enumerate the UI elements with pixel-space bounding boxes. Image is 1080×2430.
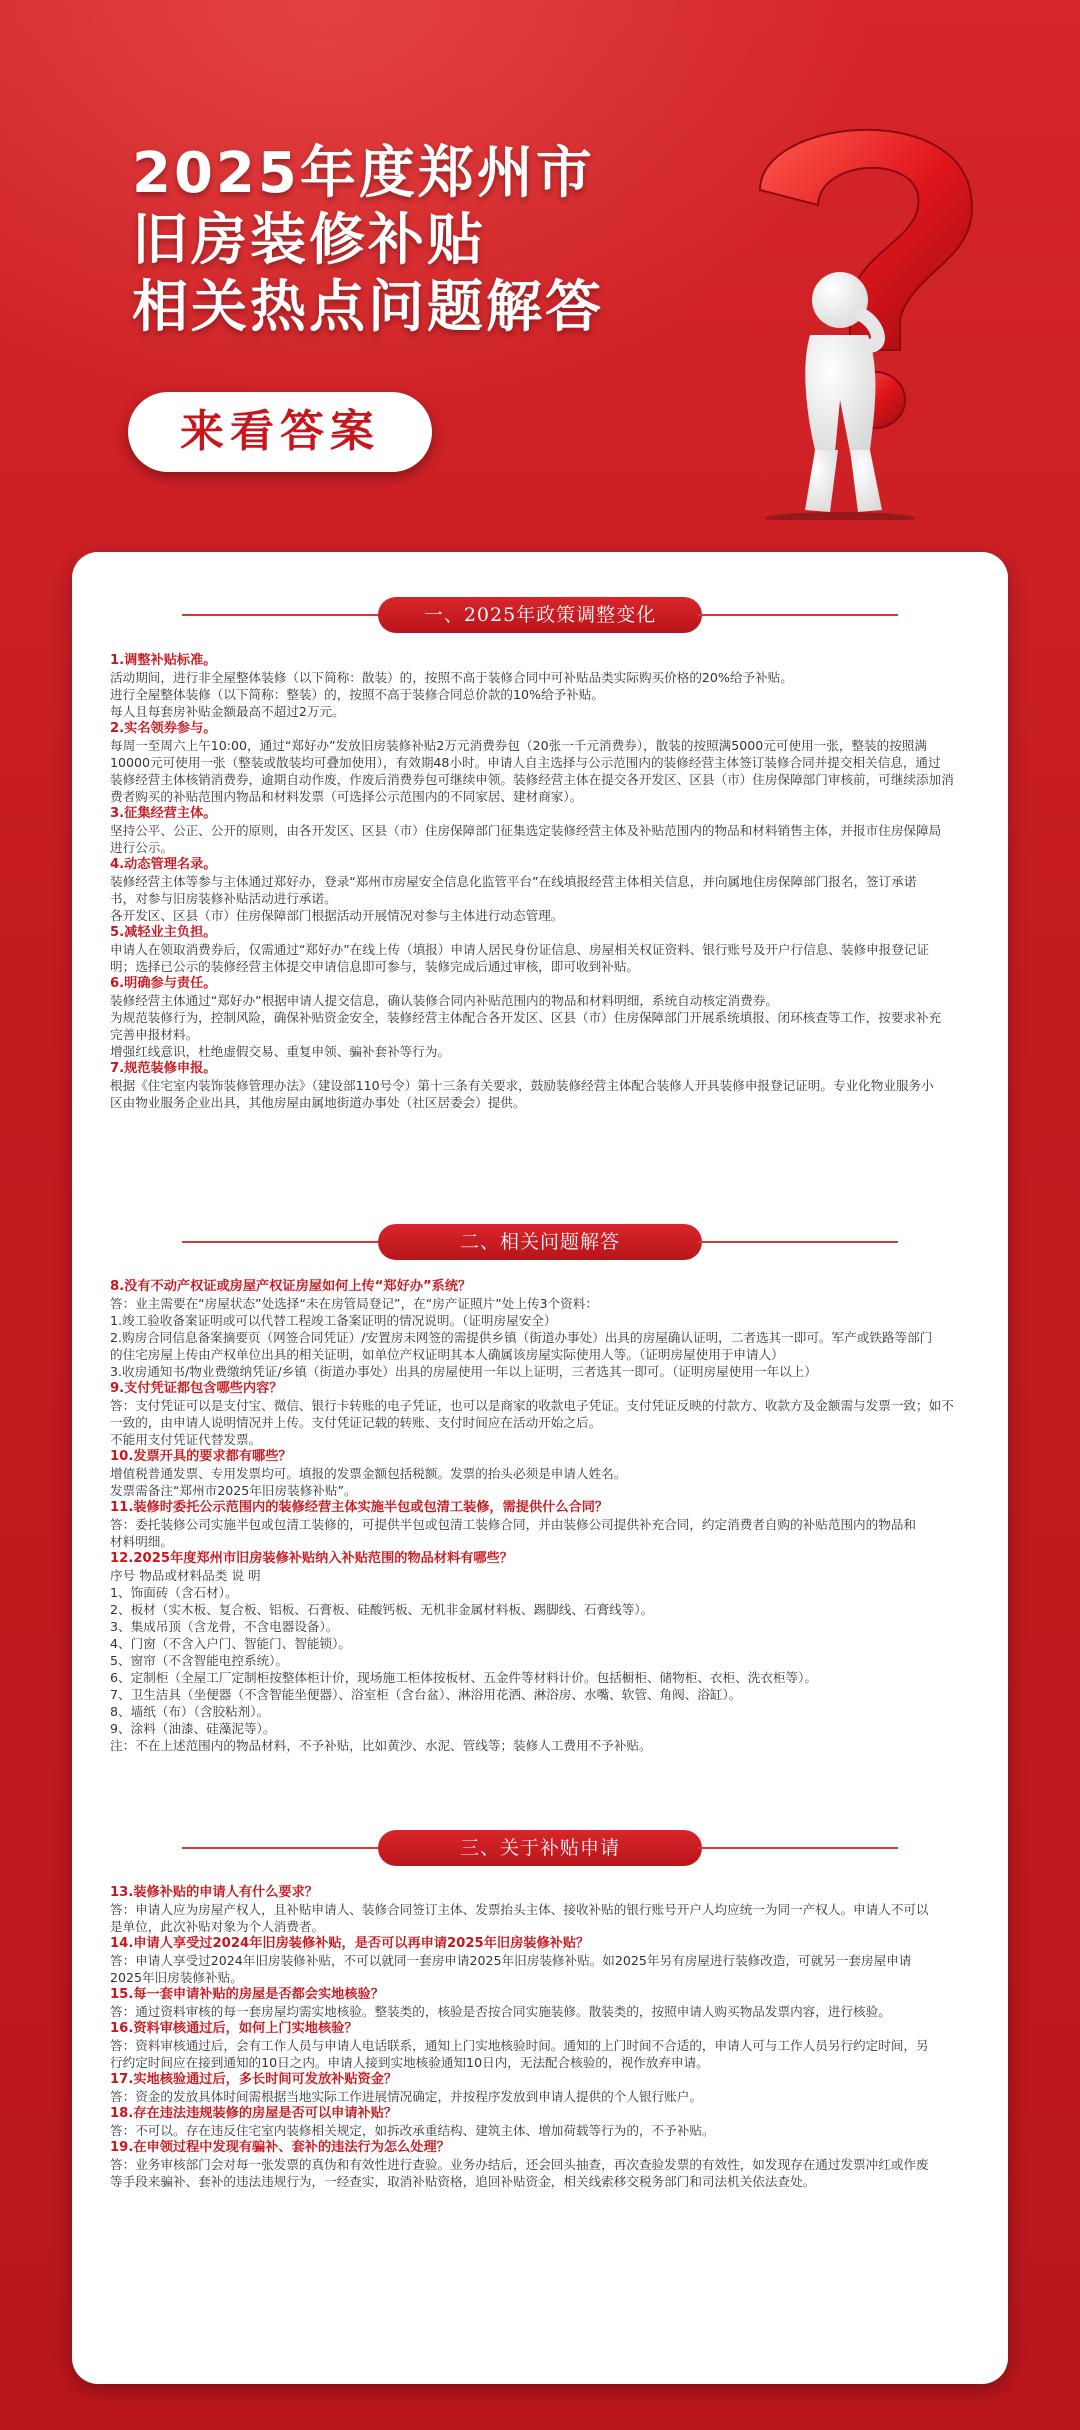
- paragraph-line: 9、涂料（油漆、硅藻泥等）。: [110, 1721, 276, 1736]
- paragraph-line: 3.收房通知书/物业费缴纳凭证/乡镇（街道办事处）出具的房屋使用一年以上证明，三者选其一即可。（证明房屋使用一年以上）: [110, 1364, 817, 1379]
- paragraph-line: 区由物业服务企业出具，其他房屋由属地街道办事处（社区居委会）提供。: [110, 1095, 526, 1110]
- question-heading: 11.装修时委托公示范围内的装修经营主体实施半包或包清工装修，需提供什么合同？: [110, 1500, 609, 1515]
- paragraph-line: 发票需备注“郑州市2025年旧房装修补贴”。: [110, 1483, 357, 1498]
- question-heading: 6.明确参与责任。: [110, 976, 217, 991]
- question-heading: 7.规范装修申报。: [110, 1061, 217, 1076]
- section-title-1: 一、2025年政策调整变化: [378, 597, 702, 633]
- divider: [698, 1241, 898, 1243]
- paragraph-line: 答：申请人应为房屋产权人，且补贴申请人、装修合同签订主体、发票抬头主体、接收补贴的银行账号开户人均应统一为同一产权人。申请人不可以: [110, 1902, 929, 1917]
- paragraph-line: 1、饰面砖（含石材）。: [110, 1585, 238, 1600]
- question-heading: 14.申请人享受过2024年旧房装修补贴，是否可以再申请2025年旧房装修补贴？: [110, 1936, 590, 1951]
- question-heading: 18.存在违法违规装修的房屋是否可以申请补贴？: [110, 2106, 398, 2121]
- section-title-2: 二、相关问题解答: [378, 1224, 702, 1260]
- section-header-3: [72, 1830, 1008, 1866]
- paragraph-line: 进行全屋整体装修（以下简称：整装）的，按照不高于装修合同总价款的10%给予补贴。: [110, 687, 604, 702]
- section-header-1: [72, 597, 1008, 633]
- question-heading: 2.实名领券参与。: [110, 721, 217, 736]
- hero-title-line-1: 2025年度郑州市: [132, 141, 595, 206]
- paragraph-line: 增强红线意识，杜绝虚假交易、重复申领、骗补套补等行为。: [110, 1044, 451, 1059]
- paragraph-line: 答：不可以。存在违反住宅室内装修相关规定，如拆改承重结构、建筑主体、增加荷载等行为的，不予补贴。: [110, 2123, 715, 2138]
- hero-title: [132, 140, 692, 341]
- paragraph-line: 注：不在上述范围内的物品材料，不予补贴，比如黄沙、水泥、管线等；装修人工费用不予补贴。: [110, 1738, 652, 1753]
- paragraph-line: 1.竣工验收备案证明或可以代替工程竣工备案证明的情况说明。（证明房屋安全）: [110, 1313, 557, 1328]
- paragraph-line: 8、墙纸（布）（含胶粘剂）。: [110, 1704, 270, 1719]
- see-answers-button[interactable]: 来看答案: [128, 392, 432, 472]
- divider: [182, 1241, 382, 1243]
- paragraph-line: 不能用支付凭证代替发票。: [110, 1432, 262, 1447]
- section-body-3: [110, 1884, 972, 2190]
- paragraph-line: 根据《住宅室内装饰装修管理办法》（建设部110号令）第十三条有关要求，鼓励装修经营主体配合装修人开具装修申报登记证明。专业化物业服务小: [110, 1078, 934, 1093]
- paragraph-line: 申请人在领取消费券后，仅需通过“郑好办”在线上传（填报）申请人居民身份证信息、房屋相关权证资料、银行账号及开户行信息、装修申报登记证: [110, 942, 930, 957]
- divider: [182, 614, 382, 616]
- question-heading: 4.动态管理名录。: [110, 857, 217, 872]
- paragraph-line: 的住宅房屋上传由产权单位出具的相关证明，如单位产权证明其本人确属该房屋实际使用人等。（证明房屋使用于申请人）: [110, 1347, 784, 1362]
- question-heading: 16.资料审核通过后，如何上门实地核验？: [110, 2021, 358, 2036]
- paragraph-line: 6、定制柜（全屋工厂定制柜按整体柜计价，现场施工柜体按板材、五金件等材料计价。包括橱柜、储物柜、衣柜、洗衣柜等）。: [110, 1670, 817, 1685]
- paragraph-line: 坚持公平、公正、公开的原则，由各开发区、区县（市）住房保障部门征集选定装修经营主体及补贴范围内的物品和材料销售主体，并报市住房保障局: [110, 823, 942, 838]
- paragraph-line: 增值税普通发票、专用发票均可。填报的发票金额包括税额。发票的抬头必须是申请人姓名。: [110, 1466, 627, 1481]
- paragraph-line: 答：业务审核部门会对每一张发票的真伪和有效性进行查验。业务办结后，还会回头抽查，再次查验发票的有效性，如发现存在通过发票冲红或作废: [110, 2157, 929, 2172]
- hero-title-line-3: 相关热点问题解答: [132, 275, 604, 340]
- paragraph-line: 行约定时间应在接到通知的10日之内。申请人接到实地核验通知10日内，无法配合核验的，视作放弃申请。: [110, 2055, 709, 2070]
- paragraph-line: 序号 物品或材料品类 说 明: [110, 1568, 261, 1583]
- section-body-1: [110, 652, 972, 1111]
- paragraph-line: 是单位，此次补贴对象为个人消费者。: [110, 1919, 325, 1934]
- paragraph-line: 装修经营主体核销消费券，逾期自动作废，作废后消费券包可继续申领。装修经营主体在提交各开发区、区县（市）住房保障部门审核前，可继续添加消: [110, 772, 954, 787]
- question-heading: 9.支付凭证都包含哪些内容？: [110, 1381, 283, 1396]
- paragraph-line: 为规范装修行为，控制风险，确保补贴资金安全，装修经营主体配合各开发区、区县（市）住房保障部门开展系统填报、闭环核查等工作，按要求补充: [110, 1010, 942, 1025]
- paragraph-line: 活动期间，进行非全屋整体装修（以下简称：散装）的，按照不高于装修合同中可补贴品类实际购买价格的20%给予补贴。: [110, 670, 793, 685]
- paragraph-line: 装修经营主体通过“郑好办”根据申请人提交信息，确认装修合同内补贴范围内的物品和材料明细，系统自动核定消费券。: [110, 993, 778, 1008]
- question-heading: 15.每一套申请补贴的房屋是否都会实地核验？: [110, 1987, 384, 2002]
- hero-title-line-2: 旧房装修补贴: [132, 208, 486, 273]
- divider: [182, 1847, 382, 1849]
- paragraph-line: 10000元可使用一张（整装或散装均可叠加使用），有效期48小时。申请人自主选择与公示范围内的装修经营主体签订装修合同并提交相关信息，通过: [110, 755, 941, 770]
- question-heading: 12.2025年度郑州市旧房装修补贴纳入补贴范围的物品材料有哪些？: [110, 1551, 513, 1566]
- paragraph-line: 答：资金的发放具体时间需根据当地实际工作进展情况确定，并按程序发放到申请人提供的个人银行账户。: [110, 2089, 702, 2104]
- paragraph-line: 明；选择已公示的装修经营主体提交申请信息即可参与，装修完成后通过审核，即可收到补贴。: [110, 959, 639, 974]
- divider: [698, 1847, 898, 1849]
- paragraph-line: 4、门窗（不含入户门、智能门、智能锁）。: [110, 1636, 351, 1651]
- divider: [698, 614, 898, 616]
- paragraph-line: 2、板材（实木板、复合板、铝板、石膏板、硅酸钙板、无机非金属材料板、踢脚线、石膏线等）。: [110, 1602, 654, 1617]
- paragraph-line: 完善申报材料。: [110, 1027, 199, 1042]
- paragraph-line: 2.购房合同信息备案摘要页（网签合同凭证）/安置房未网签的需提供乡镇（街道办事处）出具的房屋确认证明，二者选其一即可。军产或铁路等部门: [110, 1330, 933, 1345]
- question-heading: 10.发票开具的要求都有哪些？: [110, 1449, 292, 1464]
- question-heading: 19.在申领过程中发现有骗补、套补的违法行为怎么处理？: [110, 2140, 450, 2155]
- paragraph-line: 答：资料审核通过后，会有工作人员与申请人电话联系，通知上门实地核验时间。通知的上门时间不合适的，申请人可与工作人员另行约定时间，另: [110, 2038, 929, 2053]
- question-heading: 13.装修补贴的申请人有什么要求？: [110, 1885, 318, 1900]
- paragraph-line: 各开发区、区县（市）住房保障部门根据活动开展情况对参与主体进行动态管理。: [110, 908, 564, 923]
- thinking-figure-question-mark-icon: [690, 100, 1030, 520]
- paragraph-line: 答：委托装修公司实施半包或包清工装修的，可提供半包或包清工装修合同，并由装修公司提供补充合同，约定消费者自购的补贴范围内的物品和: [110, 1517, 916, 1532]
- paragraph-line: 答：支付凭证可以是支付宝、微信、银行卡转账的电子凭证，也可以是商家的收款电子凭证。支付凭证反映的付款方、收款方及金额需与发票一致；如不: [110, 1398, 954, 1413]
- paragraph-line: 答：业主需要在“房屋状态”处选择“未在房管局登记”，在“房产证照片”处上传3个资料：: [110, 1296, 598, 1311]
- paragraph-line: 答：通过资料审核的每一套房屋均需实地核验。整装类的，核验是否按合同实施装修。散装类的，按照申请人购买物品发票内容，进行核验。: [110, 2004, 891, 2019]
- paragraph-line: 进行公示。: [110, 840, 173, 855]
- question-heading: 5.减轻业主负担。: [110, 925, 217, 940]
- paragraph-line: 每周一至周六上午10:00，通过“郑好办”发放旧房装修补贴2万元消费券包（20张一千元消费券），散装的按照满5000元可使用一张，整装的按照满: [110, 738, 927, 753]
- paragraph-line: 答：申请人享受过2024年旧房装修补贴，不可以就同一套房申请2025年旧房装修补贴。如2025年另有房屋进行装修改造，可就另一套房屋申请: [110, 1953, 912, 1968]
- section-title-3: 三、关于补贴申请: [378, 1830, 702, 1866]
- paragraph-line: 2025年旧房装修补贴。: [110, 1970, 243, 1985]
- paragraph-line: 书，对参与旧房装修补贴活动进行承诺。: [110, 891, 337, 906]
- question-heading: 8.没有不动产权证或房屋产权证房屋如何上传“郑好办”系统？: [110, 1279, 472, 1294]
- paragraph-line: 7、卫生洁具（坐便器（不含智能坐便器）、浴室柜（含台盆）、淋浴用花洒、淋浴房、水嘴、软管、角阀、浴缸）。: [110, 1687, 742, 1702]
- paragraph-line: 一致的，由申请人说明情况并上传。支付凭证记载的转账、支付时间应在活动开始之后。: [110, 1415, 602, 1430]
- paragraph-line: 装修经营主体等参与主体通过郑好办，登录“郑州市房屋安全信息化监管平台”在线填报经营主体相关信息，并向属地住房保障部门报名，签订承诺: [110, 874, 917, 889]
- section-header-2: [72, 1224, 1008, 1260]
- paragraph-line: 费者购买的补贴范围内物品和材料发票（可选择公示范围内的不同家居、建材商家）。: [110, 789, 583, 804]
- question-heading: 1.调整补贴标准。: [110, 653, 217, 668]
- paragraph-line: 材料明细。: [110, 1534, 173, 1549]
- paragraph-line: 每人且每套房补贴金额最高不超过2万元。: [110, 704, 345, 719]
- paragraph-line: 等手段来骗补、套补的违法违规行为，一经查实，取消补贴资格，追回补贴资金，相关线索移交税务部门和司法机关依法查处。: [110, 2174, 816, 2189]
- paragraph-line: 3、集成吊顶（含龙骨，不含电器设备）。: [110, 1619, 339, 1634]
- content-card: [72, 552, 1008, 2384]
- question-heading: 3.征集经营主体。: [110, 806, 217, 821]
- paragraph-line: 5、窗帘（不含智能电控系统）。: [110, 1653, 289, 1668]
- section-body-2: [110, 1278, 972, 1754]
- question-heading: 17.实地核验通过后，多长时间可发放补贴资金？: [110, 2072, 398, 2087]
